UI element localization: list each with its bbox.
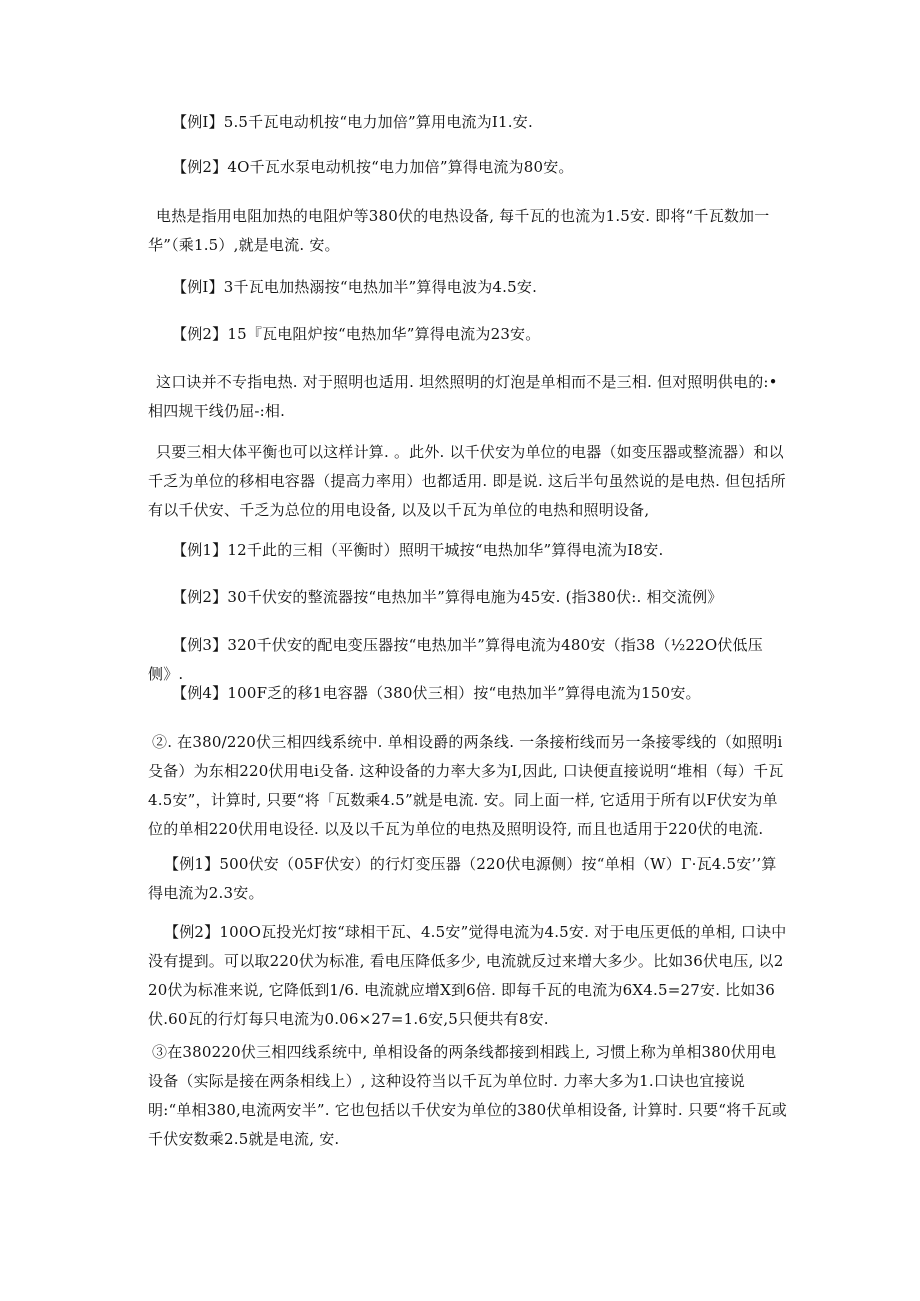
paragraph-3: 电热是指用电阻加热的电阻炉等380伏的电热设备, 每千瓦的也流为1.5安. 即将“千瓦数加一华”（乘1.5）,就是电流. 安。: [148, 207, 770, 254]
paragraph-4: 【例I】3千瓦电加热溺按“电热加半”算得电波为4.5安.: [172, 278, 538, 296]
paragraph-10: 【例3】320千伏安的配电变压器按“电热加半”算得电流为480安（指38（½22O伏低压侧》.: [148, 636, 763, 683]
paragraph-8: 【例1】12千此的三相（平衡时）照明干城按“电热加华”算得电流为I8安.: [172, 541, 664, 559]
paragraph-11: 【例4】100F乏的移1电容器（380伏三相）按“电热加半”算得电流为150安。: [172, 684, 701, 702]
paragraph-5: 【例2】15『瓦电阻炉按“电热加华”算得电流为23安。: [172, 325, 541, 343]
paragraph-1: 【例I】5.5千瓦电动机按“电力加倍”算用电流为I1.安.: [172, 113, 533, 131]
paragraph-13: 【例1】500伏安（05F伏安）的行灯变压器（220伏电源侧）按“单相（W）Γ·瓦4.5安’’算得电流为2.3安。: [148, 855, 777, 902]
paragraph-6: 这口诀并不专指电热. 对于照明也适用. 坦然照明的灯泡是单相而不是三相. 但对照明供电的:•相四规干线仍屈-:相.: [148, 373, 778, 420]
paragraph-12: ②. 在380/220伏三相四线系统中. 单相设爵的两条线. 一条接桁线而另一条接零线的（如照明i殳备）为东相220伏用电i殳备. 这种设备的力率大多为I,因此, 口诀便直接说明“堆相（每）千瓦4.5安”，计算时, 只要“将「瓦数乘4.5”就是电流. 安。同上面一样, 它适用于所有以F伏安为单位的单相220伏用电设径. 以及以千瓦为单位的电热及照明设符, 而且也适用于220伏的电流.: [148, 733, 784, 838]
paragraph-2: 【例2】4O千瓦水泵电动机按“电力加倍”算得电流为80安。: [172, 158, 574, 176]
paragraph-9: 【例2】30千伏安的整流器按“电热加半”算得电施为45安. (指380伏:. 相交流例》: [172, 588, 723, 606]
paragraph-7: 只要三相大体平衡也可以这样计算. 。此外. 以千伏安为单位的电器（如变压器或整流器）和以千乏为单位的移相电容器（提高力率用）也都适用. 即是说. 这后半句虽然说的是电热. 但包括所有以千伏安、千乏为总位的用电设备, 以及以千瓦为单位的电热和照明设备,: [148, 443, 786, 519]
paragraph-15: ③在380220伏三相四线系统中, 单相设备的两条线都接到相践上, 习惯上称为单相380伏用电设备（实际是接在两条相线上）, 这种设符当以千瓦为单位时. 力率大多为1.口诀也宜接说明:“单相380,电流两安半”. 它也包括以千伏安为单位的380伏单相设备, 计算时. 只要“将千瓦或千伏安数乘2.5就是电流, 安.: [148, 1043, 787, 1148]
paragraph-14: 【例2】100O瓦投光灯按“球相干瓦、4.5安”觉得电流为4.5安. 对于电压更低的单相, 口诀中没有提到。可以取220伏为标准, 看电压降低多少, 电流就反过来增大多少。比如36伏电压, 以220伏为标准来说, 它降低到1/6. 电流就应增X到6倍. 即每千瓦的电流为6X4.5=27安. 比如36伏.60瓦的行灯每只电流为0.06×27=1.6安,5只便共有8安.: [148, 923, 787, 1028]
